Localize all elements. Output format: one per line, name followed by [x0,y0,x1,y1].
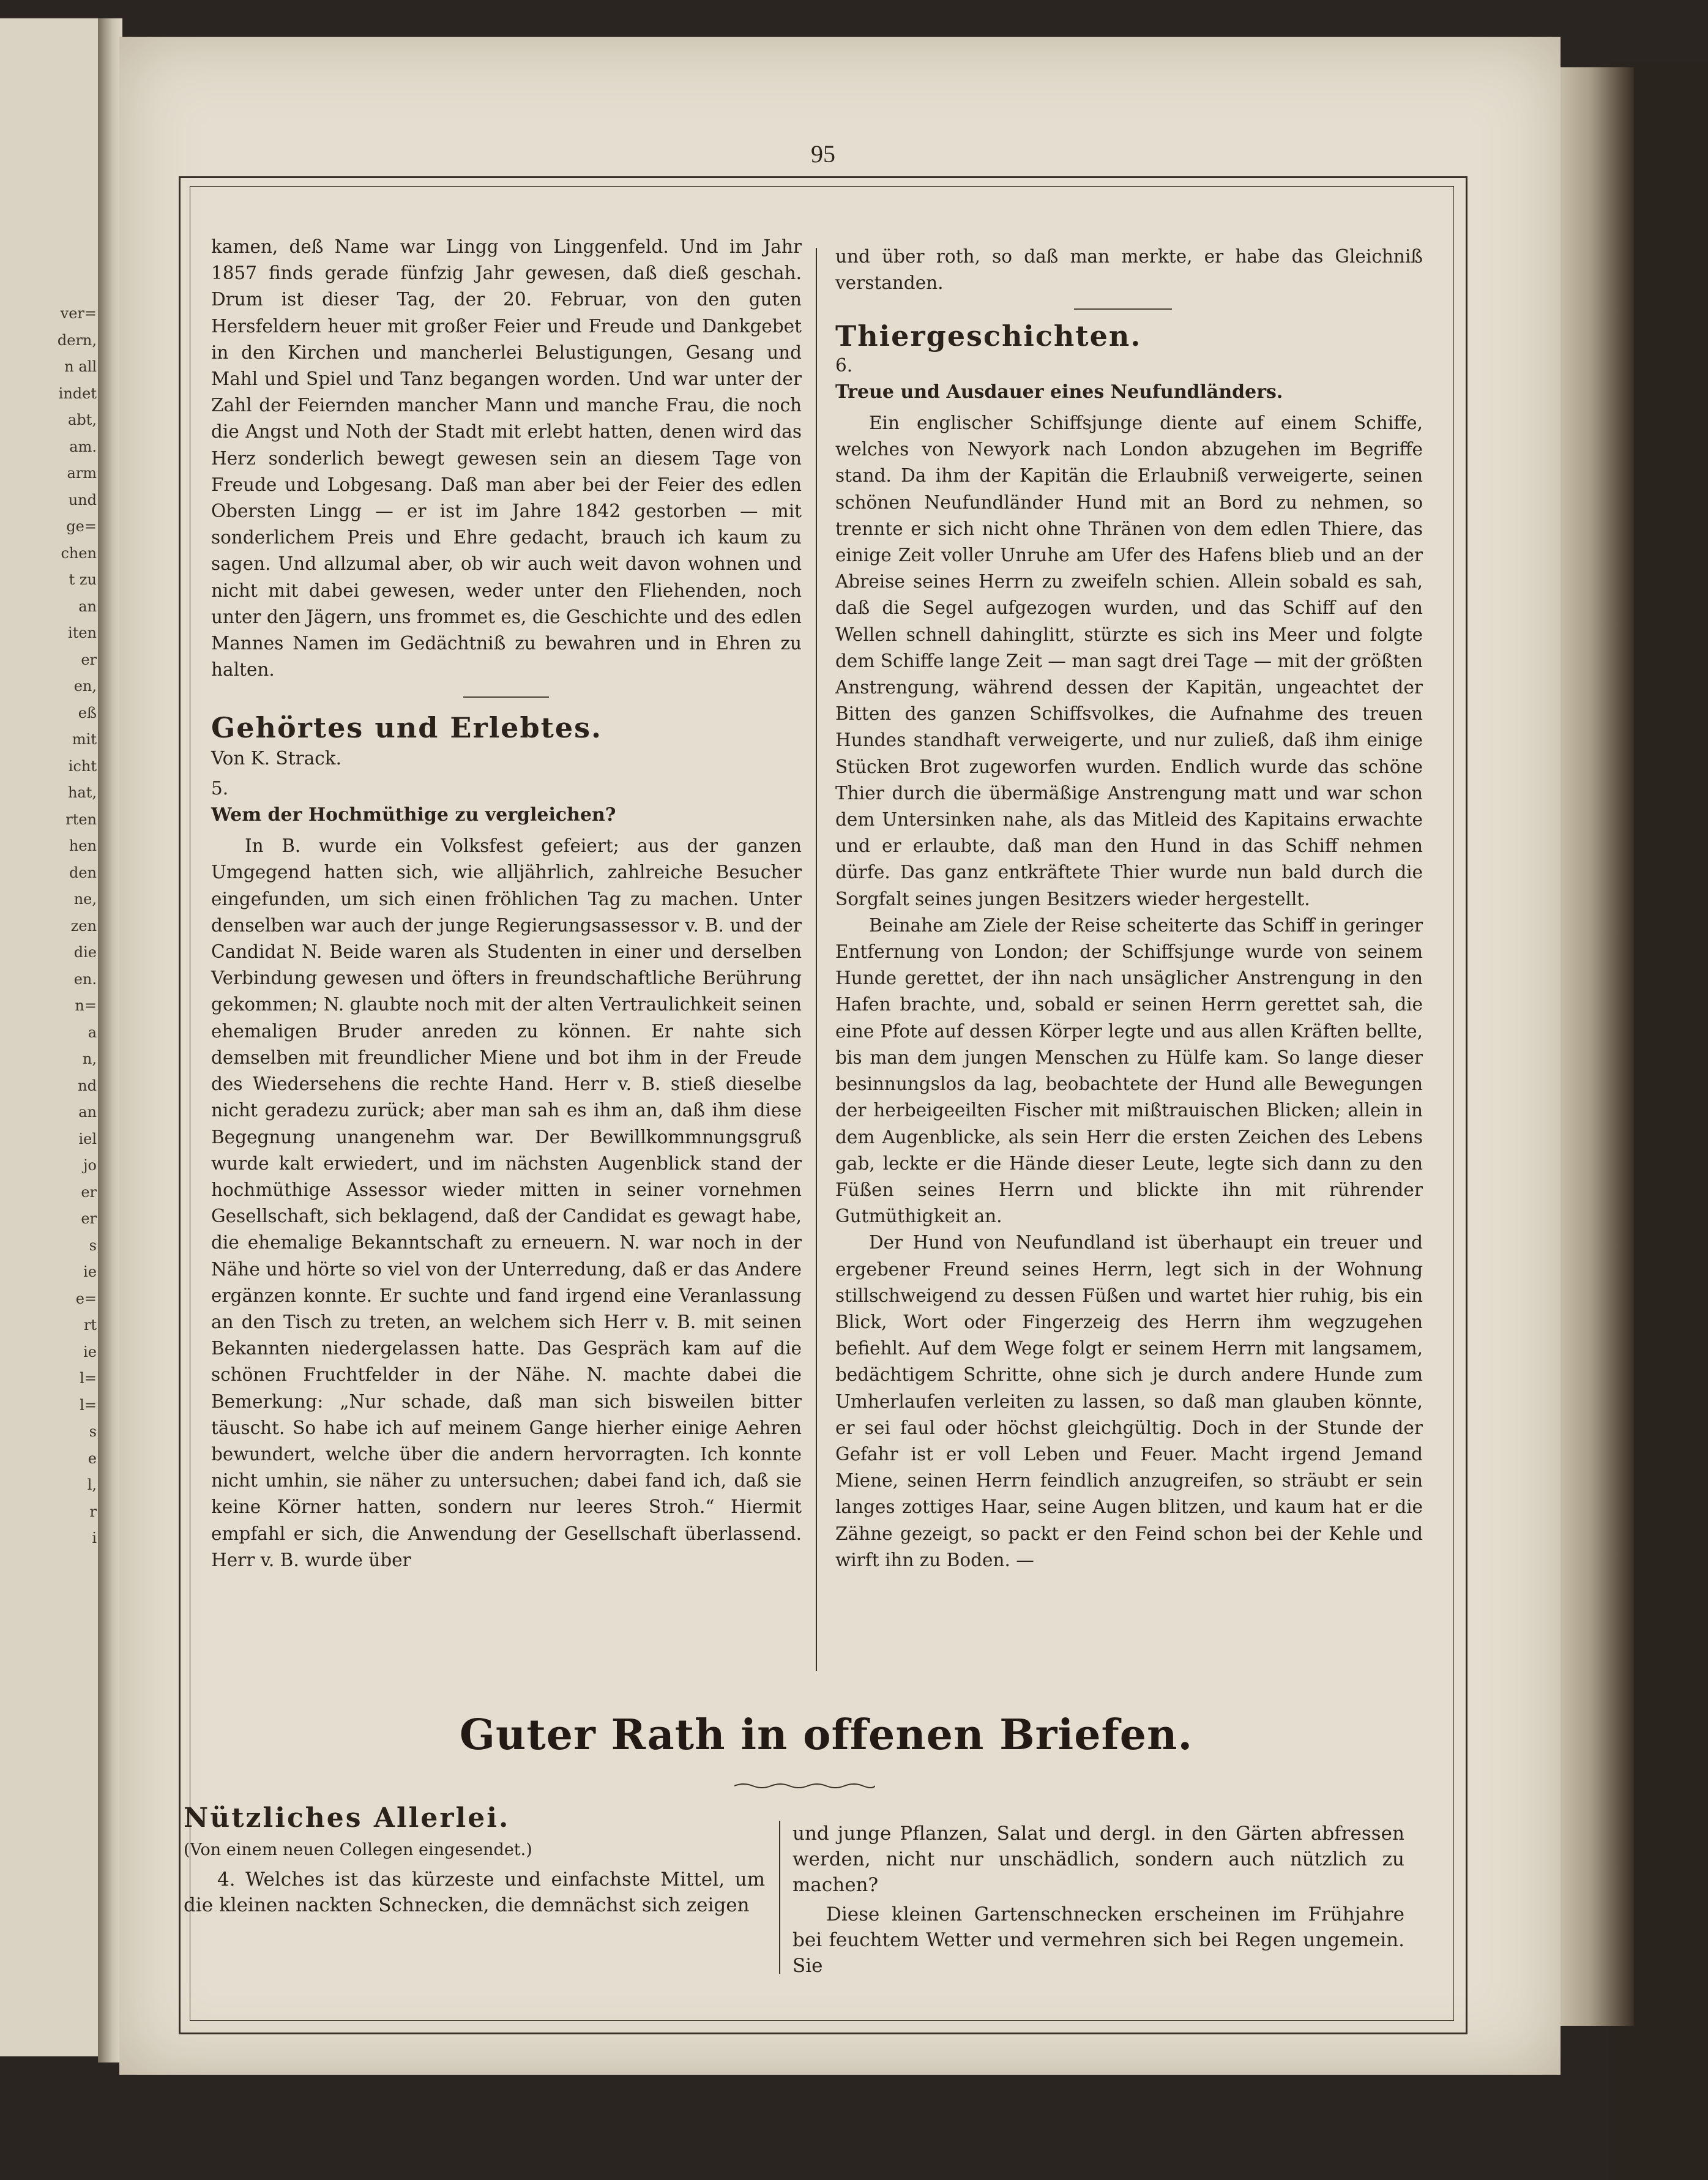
bottom-right-paragraph: und junge Pflanzen, Salat und dergl. in den Gärten abfressen werden, nicht nur unschädlich, sondern auch nützlich zu machen? [792,1823,1404,1896]
bottom-left-column [184,1802,765,1918]
facing-page-text-fragment: r [89,1502,97,1520]
facing-page-text-fragment: jo [83,1157,97,1174]
facing-page-text-fragment: iel [78,1130,97,1148]
subheading-neufundlaender: Treue und Ausdauer eines Neufundländers. [835,381,1283,403]
facing-page-text-fragment: er [81,1183,97,1201]
article-number: 6. [835,354,853,376]
facing-page-text-fragment: er [81,651,97,668]
right-paragraph: Ein englischer Schiffsjunge diente auf einem Schiffe, welches von Newyork nach London abzugehen im Begriffe stand. Da ihm der Kapitän die Erlaubniß verweigerte, seinen schönen Neufundländer Hund mit an Bord zu nehmen, so trennte er sich nicht ohne Thränen von dem edlen Thiere, das einige Zeit voller Unruhe am Ufer des Hafens blieb und an der Abreise seines Herrn zu zweifeln schien. Allein sobald es sah, daß die Segel aufgezogen wurden, und das Schiff auf den Wellen schnell dahinglitt, stürzte es sich ins Meer und folgte dem Schiffe lange Zeit — man sagt drei Tage — mit der größten Anstrengung, während dessen der Kapitän, ungeachtet der Bitten des ganzen Schiffsvolkes, die Aufnahme des treuen Hundes standhaft verweigerte, und nur zuließ, daß ihm einige Stücken Brot zugeworfen wurden. Endlich wurde das schöne Thier durch die übermäßige Anstrengung matt und war schon dem Untersinken nahe, als das Mitleid des Kapitains erwachte und er erlaubte, daß man den Hund in das Schiff nehmen dürfe. Das ganz entkräftete Thier wurde nun bald durch die Sorgfalt seines jungen Besitzers wieder hergestellt. [835,412,1423,909]
facing-page-text-fragment: hen [69,837,97,854]
byline: Von K. Strack. [211,747,342,769]
right-paragraph: Der Hund von Neufundland ist überhaupt ein treuer und ergebener Freund seines Herrn, legt sich in der Wohnung stillschweigend zu dessen Füßen und wartet hier ruhig, bis ein Blick, Wort oder Fingerzeig des Herrn ihm wegzugehen befiehlt. Auf dem Wege folgt er seinem Herrn mit langsamem, bedächtigem Schritte, ohne sich je durch andere Hunde zum Umherlaufen verleiten zu lassen, so daß man glauben könnte, er sei faul oder höchst gleichgültig. Doch in der Stunde der Gefahr ist er voll Leben und Feuer. Macht irgend Jemand Miene, seinen Herrn feindlich anzugreifen, so sträubt er sein langes zottiges Haar, seine Augen blitzen, und kaum hat er die Zähne gezeigt, so packt er den Feind schon bei der Kehle und wirft ihn zu Boden. — [835,1232,1423,1570]
facing-page-text-fragment: l= [80,1370,97,1387]
article-number: 5. [211,777,229,799]
bottom-right-paragraph: Diese kleinen Gartenschnecken erscheinen im Frühjahre bei feuchtem Wetter und vermehren sich bei Regen ungemein. Sie [792,1903,1404,1977]
facing-page-text-fragment: l, [87,1476,97,1493]
facing-page-text-fragment: l= [80,1396,97,1414]
section-title: Guter Rath in offenen Briefen. [459,1711,1193,1760]
facing-page-text-fragment: eß [78,704,97,722]
bottom-right-column [792,1821,1404,1979]
facing-page-text-fragment: und [68,491,97,509]
facing-page-text-fragment: a [88,1023,97,1041]
facing-page-text-fragment: i [92,1529,97,1547]
facing-page-text-fragment: arm [67,465,97,482]
facing-page-text-fragment: ne, [73,890,97,908]
facing-page-text-fragment: ie [83,1343,97,1361]
facing-page-text-fragment: den [69,864,97,881]
column-rule [816,248,817,1671]
facing-page-text-fragment: iten [68,624,97,641]
column-rule-bottom [779,1821,780,1974]
contributor-note: (Von einem neuen Collegen eingesendet.) [184,1840,532,1859]
facing-page-text-fragment: rten [65,810,97,828]
facing-page-text-fragment: nd [78,1077,97,1094]
left-column [211,234,802,1573]
facing-page-text-fragment: s [89,1423,97,1440]
facing-page-text-fragment: icht [68,757,97,775]
separator [211,683,802,715]
facing-page-text-fragment: er [81,1210,97,1227]
facing-page-text-fragment: am. [69,438,97,455]
facing-page-text-fragment: hat, [67,784,97,801]
facing-page-text-fragment: n= [75,997,97,1014]
left-paragraph: In B. wurde ein Volksfest gefeiert; aus der ganzen Umgegend hatten sich, wie alljährlich, zahlreiche Besucher eingefunden, um sich einen fröhlichen Tag zu machen. Unter denselben war auch der junge Regierungsassessor v. B. und der Candidat N. Beide waren als Studenten in einer und derselben Verbindung gewesen und öfters in freundschaftliche Berührung gekommen; N. glaubte noch mit der alten Vertraulichkeit seinen ehemaligen Bruder anreden zu können. Er nahte sich demselben mit freundlicher Miene und bot ihm in der Freude des Wiedersehens die rechte Hand. Herr v. B. stieß dieselbe nicht geradezu zurück; aber man sah es ihm an, daß ihm diese Begegnung unangenehm war. Der Bewillkommnungsgruß wurde kalt erwiedert, und im nächsten Augenblick stand der hochmüthige Assessor wieder mitten in seiner vornehmen Gesellschaft, sich beklagend, daß der Candidat es gewagt habe, die ehemalige Bekanntschaft zu erneuern. N. war noch in der Nähe und hörte so viel von der Unterredung, daß er das Andere ergänzen konnte. Er suchte und fand irgend eine Veranlassung an den Tisch zu treten, an welchem sich Herr v. B. mit seinen Bekannten niedergelassen hatte. Das Gespräch kam auf die schönen Fruchtfelder in der Nähe. N. machte dabei die Bemerkung: „Nur schade, daß man sich bisweilen bitter täuscht. So habe ich auf meinem Gange hierher einige Aehren bewundert, welche über die andern hervorragten. Ich konnte nicht umhin, sie näher zu untersuchen; dabei fand ich, daß sie keine Körner hatten, sondern nur leeres Stroh.“ Hiermit empfahl er sich, die Anwendung der Gesellschaft überlassend. Herr v. B. wurde über [211,835,802,1570]
facing-page-text-fragment: an [78,1103,97,1121]
facing-page-text-fragment: an [78,597,97,615]
page-stack-edge [1561,67,1634,2026]
facing-page-text-fragment: en, [73,678,97,695]
facing-page-text-fragment: dern, [57,331,97,349]
heading-thiergeschichten: Thiergeschichten. [835,319,1142,353]
facing-page-text-fragment: rt [83,1316,97,1334]
facing-page-text-fragment: chen [61,544,97,562]
facing-page-text-fragment: ge= [66,518,97,535]
subheading-hochmuethige: Wem der Hochmüthige zu vergleichen? [211,804,616,826]
right-paragraph: Beinahe am Ziele der Reise scheiterte das Schiff in geringer Entfernung von London; der Schiffsjunge wurde von seinem Hunde gerettet, der ihn nach unsäglicher Anstrengung in den Hafen brachte, und, sobald er seinen Herrn gerettet sah, die eine Pfote auf dessen Körper legte und aus allen Kräften bellte, bis man dem jungen Menschen zu Hülfe kam. So lange dieser besinnungslos da lag, beobachtete der Hund alle Bewegungen der herbeigeeilten Fischer mit mißtrauischen Blicken; allein in dem Augenblicke, als sein Herr die ersten Zeichen des Lebens gab, leckte er die Hände dieser Leute, legte sich dann zu den Füßen seines Herrn und blickte ihn mit rührender Gutmüthigkeit an. [835,914,1423,1227]
facing-page-text-fragment: e= [75,1290,97,1307]
bottom-left-paragraph: 4. Welches ist das kürzeste und einfachste Mittel, um die kleinen nackten Schnecken, die demnächst sich zeigen [184,1868,765,1916]
right-intro-paragraph: und über roth, so daß man merkte, er habe das Gleichniß verstanden. [835,246,1423,294]
facing-page-text-fragment: ie [83,1263,97,1280]
heading-nuetzliches: Nützliches Allerlei. [184,1802,510,1834]
separator [835,296,1423,323]
ornament-divider [734,1781,875,1791]
right-column [835,244,1423,1573]
heading-gehoertes: Gehörtes und Erlebtes. [211,711,603,745]
facing-page-text-fragment: ver= [60,305,97,322]
facing-page-text-fragment: e [88,1449,97,1467]
facing-page-text-fragment: t zu [69,571,97,588]
facing-page-text-fragment: en. [73,970,97,988]
left-intro-paragraph: kamen, deß Name war Lingg von Linggenfeld. Und im Jahr 1857 finds gerade fünfzig Jahr gewesen, daß dieß geschah. Drum ist dieser Tag, der 20. Februar, von den guten Hersfeldern heuer mit großer Feier und Freude und Dankgebet in den Kirchen und mancherlei Belustigungen, Gesang und Mahl und Spiel und Tanz begangen worden. Und war unter der Zahl der Feiernden mancher Mann und manche Frau, die noch die Angst und Noth der Stadt mit erlebt hatten, denen wird das Herz sonderlich bewegt gewesen sein an diesem Tage von Freude und Lobgesang. Daß man aber bei der Feier des edlen Obersten Lingg — er ist im Jahre 1842 gestorben — mit sonderlichem Preis und Ehre gedacht, brauch ich kaum zu sagen. Und allzumal aber, ob wir auch weit davon wohnen und nicht mit dabei gewesen, weder unter den Fliehenden, noch unter den Jägern, uns frommet es, die Geschichte und des edlen Mannes Namen im Gedächtniß zu bewahren und in Ehren zu halten. [211,236,802,681]
facing-page-text-fragment: mit [72,731,97,748]
facing-page-text-fragment: indet [58,384,97,402]
facing-page-text-fragment: n, [82,1050,97,1067]
facing-page-text-fragment: s [89,1236,97,1254]
book-gutter [98,18,122,2062]
facing-page-text-fragment: zen [70,917,97,935]
facing-page-text-fragment: die [73,944,97,961]
facing-page-fragment [0,18,108,2056]
facing-page-text-fragment: abt, [68,411,97,428]
page-number: 95 [811,140,835,168]
facing-page-text-fragment: n all [64,358,97,375]
